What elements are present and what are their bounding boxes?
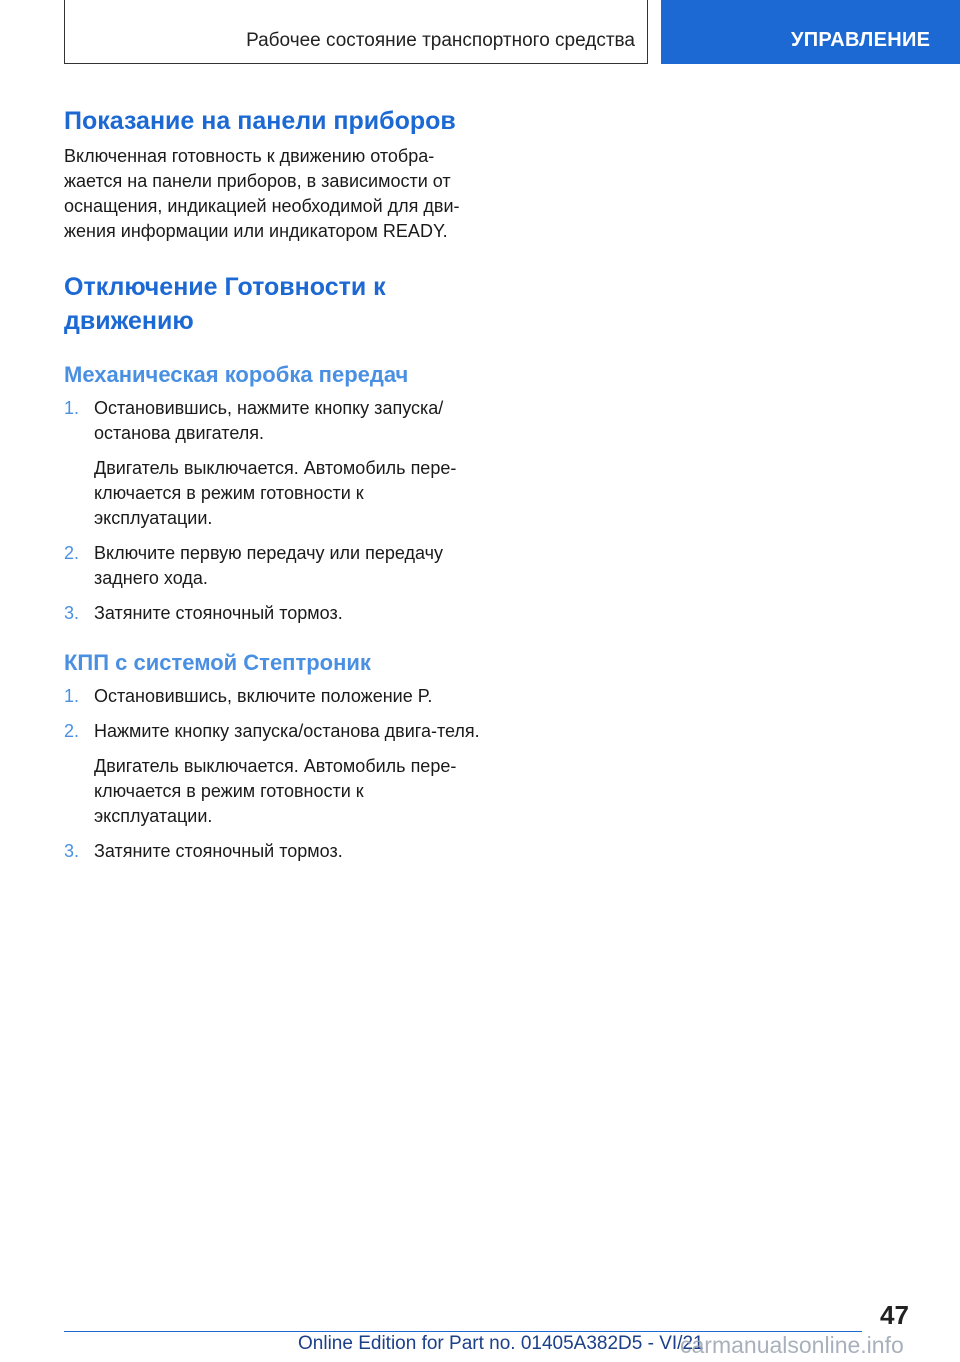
heading-switch-off: Отключение Готовности к движению [64, 273, 386, 335]
step-result: Двигатель выключается. Автомобиль пере-ключается в режим готовности к эксплуатации. [94, 756, 457, 826]
chapter-tab [661, 0, 960, 64]
list-item [64, 541, 484, 591]
heading-display: Показание на панели приборов [64, 107, 456, 135]
steptronic-steps-list [64, 684, 484, 864]
list-item [64, 601, 484, 626]
step-text: Затяните стояночный тормоз. [94, 841, 343, 861]
manual-steps-list [64, 396, 484, 626]
step-text: Нажмите кнопку запуска/останова двига-теля. [94, 721, 480, 741]
step-text: Остановившись, включите положение P. [94, 686, 433, 706]
heading-manual-gearbox: Механическая коробка передач [64, 362, 409, 387]
chapter-tab-label: УПРАВЛЕНИЕ [791, 29, 931, 51]
step-text: Включите первую передачу или передачу заднего хода. [94, 543, 443, 588]
running-header [64, 0, 648, 64]
heading-steptronic: КПП с системой Стептроник [64, 650, 371, 675]
watermark: carmanualsonline.info [680, 1332, 904, 1358]
list-item [64, 839, 484, 864]
step-result: Двигатель выключается. Автомобиль пере-ключается в режим готовности к эксплуатации. [94, 458, 457, 528]
display-paragraph: Включенная готовность к движению отобра-жается на панели приборов, в зависимости от оснащения, индикацией необходимой для дви-жения информации или индикатором READY. [64, 146, 460, 241]
list-item [64, 396, 484, 531]
page-number: 47 [880, 1300, 909, 1330]
step-number: 1. [64, 686, 80, 706]
step-text: Остановившись, нажмите кнопку запуска/останова двигателя. [94, 398, 444, 443]
list-item [64, 719, 484, 829]
step-number: 2. [64, 543, 80, 563]
list-item [64, 684, 484, 709]
page-content [64, 104, 484, 874]
step-number: 3. [64, 841, 80, 861]
step-number: 1. [64, 398, 80, 418]
step-number: 3. [64, 603, 80, 623]
header-section-title: Рабочее состояние транспортного средства [246, 30, 635, 51]
footer-edition: Online Edition for Part no. 01405A382D5 - VI/21 [298, 1333, 704, 1354]
step-text: Затяните стояночный тормоз. [94, 603, 343, 623]
step-number: 2. [64, 721, 80, 741]
